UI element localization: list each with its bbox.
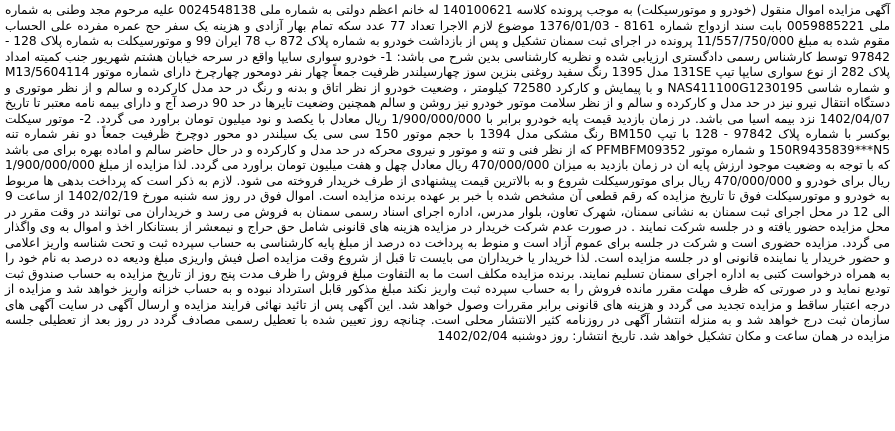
notice-body: آگهی مزایده اموال منقول (خودرو و موتورسیکلت) به موجب پرونده کلاسه 140100621 له خانم اعظم دولتی به شماره ملی 0024548138 علیه مرحوم مجد وطنی به شماره ملی 0059885221 بابت سند ازدواج شماره 8161 - 1376/01/03 موضوع لازم الاجرا تعداد 77 عدد سکه تمام بهار آزادی و هزینه یک سفر حج عمره مفرده علی الحساب مقوم شده به مبلغ 11/557/750/000 پرونده در اجرای ثبت سمنان تشکیل و پس از بازداشت خودرو به شماره پلاک 872 ب 78 ایران 99 و موتورسیکلت به شماره پلاک 128 - 97842 توسط کارشناس رسمی دادگستری ارزیابی شده و نظریه کارشناسی بدین شرح می باشد: 1- خودرو سواری سایپا واقع در سرحه خیابان هشتم شهریور جنب کمیته امداد پلاک 282 از نوع سواری سایپا تیپ 131SE مدل 1395 رنگ سفید روغنی بنزین سوز چهارسیلندر ظرفیت جمعاً چهار نفر دومحور چهارچرخ دارای شماره موتور M13/5604114 و شماره شاسی NAS411100G1230195 و با پیمایش و کارکرد 72580 کیلومتر ، وضعیت خودرو از نظر اتاق و بدنه و رنگ در حد مدل کارکرده و سالم و از نظر موتوری و دستگاه انتقال نیرو نیز در حد مدل و کارکرده و سالم و از نظر سلامت موتور خودرو نیز روشن و سالم همچنین وضعیت تایرها در حد 90 درصد آج و دارای بیمه نامه معتبر تا تاریخ 1402/04/07 نزد بیمه اسیا می باشد. در زمان بازدید قیمت پایه خودرو برابر با 1/900/000/000 ریال معادل با یکصد و نود میلیون تومان براورد می گردد. 2- موتور سیکلت بوکسر با شماره پلاک 97842 - 128 با تیپ BM150 رنگ مشکی مدل 1394 با حجم موتور 150 سی سی یک سیلندر دو محور دوچرخ ظرفیت جمعاً دو نفر شماره تنه 150R9435839***N5 و شماره موتور PFMBFM09352 که از نظر فنی و تنه و موتور و نیروی محرکه در حد مدل و کارکرده و در حال حاضر سالم و اماده بهره برای می باشد که با توجه به وضعیت موجود ارزش پایه ان در زمان بازدید به میزان 470/000/000 ریال معادل چهل و هفت میلیون تومان براورد می گردد. لذا مزایده از مبلغ 1/900/000/000 ریال برای خودرو و 470/000/000 ریال برای موتورسیکلت شروع و به بالاترین قیمت پیشنهادی از طرف خریدار فروخته می شود. لازم به ذکر است که پرداخت بدهی ها مربوط به خودرو و موتورسیکلت فوق تا تاریخ مزایده که رقم قطعی آن مشخص شده با خبر بر عهده برنده مزایده است. اموال فوق در روز سه شنبه مورخ 1402/02/19 از ساعت 9 الی 12 در محل اجرای ثبت سمنان به نشانی سمنان، شهرک تعاون، بلوار مدرس، اداره اجرای اسناد رسمی سمنان به فروش می رسد و خریداران می توانند در وقت مقرر در محل مزایده حضور یافته و در جلسه شرکت نمایند . در صورت عدم شرکت خریدار در مزایده هزینه های قانونی شامل حق حراج و نیمعشر از بستانکار اخذ و اموال به وی واگذار می گردد. مزایده حضوری است و شرکت در جلسه برای عموم آزاد است و منوط به پرداخت ده درصد از مبلغ پایه کارشناسی به حساب سپرده ثبت و تحت شناسه واریز اعلامی و حضور خریدار یا نماینده قانونی او در جلسه مزایده است. لذا خریدار یا خریداران می بایست تا قبل از شروع وقت مزایده اصل فیش واریزی مبلغ ودیعه ده درصد به نام خود را به همراه درخواست کتبی به اداره اجرای سمنان تسلیم نمایند. برنده مزایده مکلف است ما به التفاوت مبلغ فروش را ظرف مدت پنج روز از تاریخ مزایده به حساب صندوق ثبت تودیع نماید و در صورتی که ظرف مهلت مقرر مانده فروش را به حساب سپرده ثبت واریز نکند مبلغ مذکور قابل استرداد نبوده و به حساب خزانه واریز خواهد شد و مزایده از درجه اعتبار ساقط و مزایده تجدید می گردد و هزینه های قانونی برابر مقررات وصول خواهد شد. این آگهی پس از تائید نهائی فرایند مزایده و ارسال آگهی در سایت آگهی های سازمان ثبت درج خواهد شد و به منزله انتشار آگهی در روزنامه کثیر الانتشار محلی است. چنانچه روز تعیین شده با تعطیل رسمی مصادف گردد در روز بعد از تعطیلی جلسه مزایده در همان ساعت و مکان تشکیل خواهد شد. تاریخ انتشار: روز دوشنبه 1402/02/04	[5, 3, 891, 343]
